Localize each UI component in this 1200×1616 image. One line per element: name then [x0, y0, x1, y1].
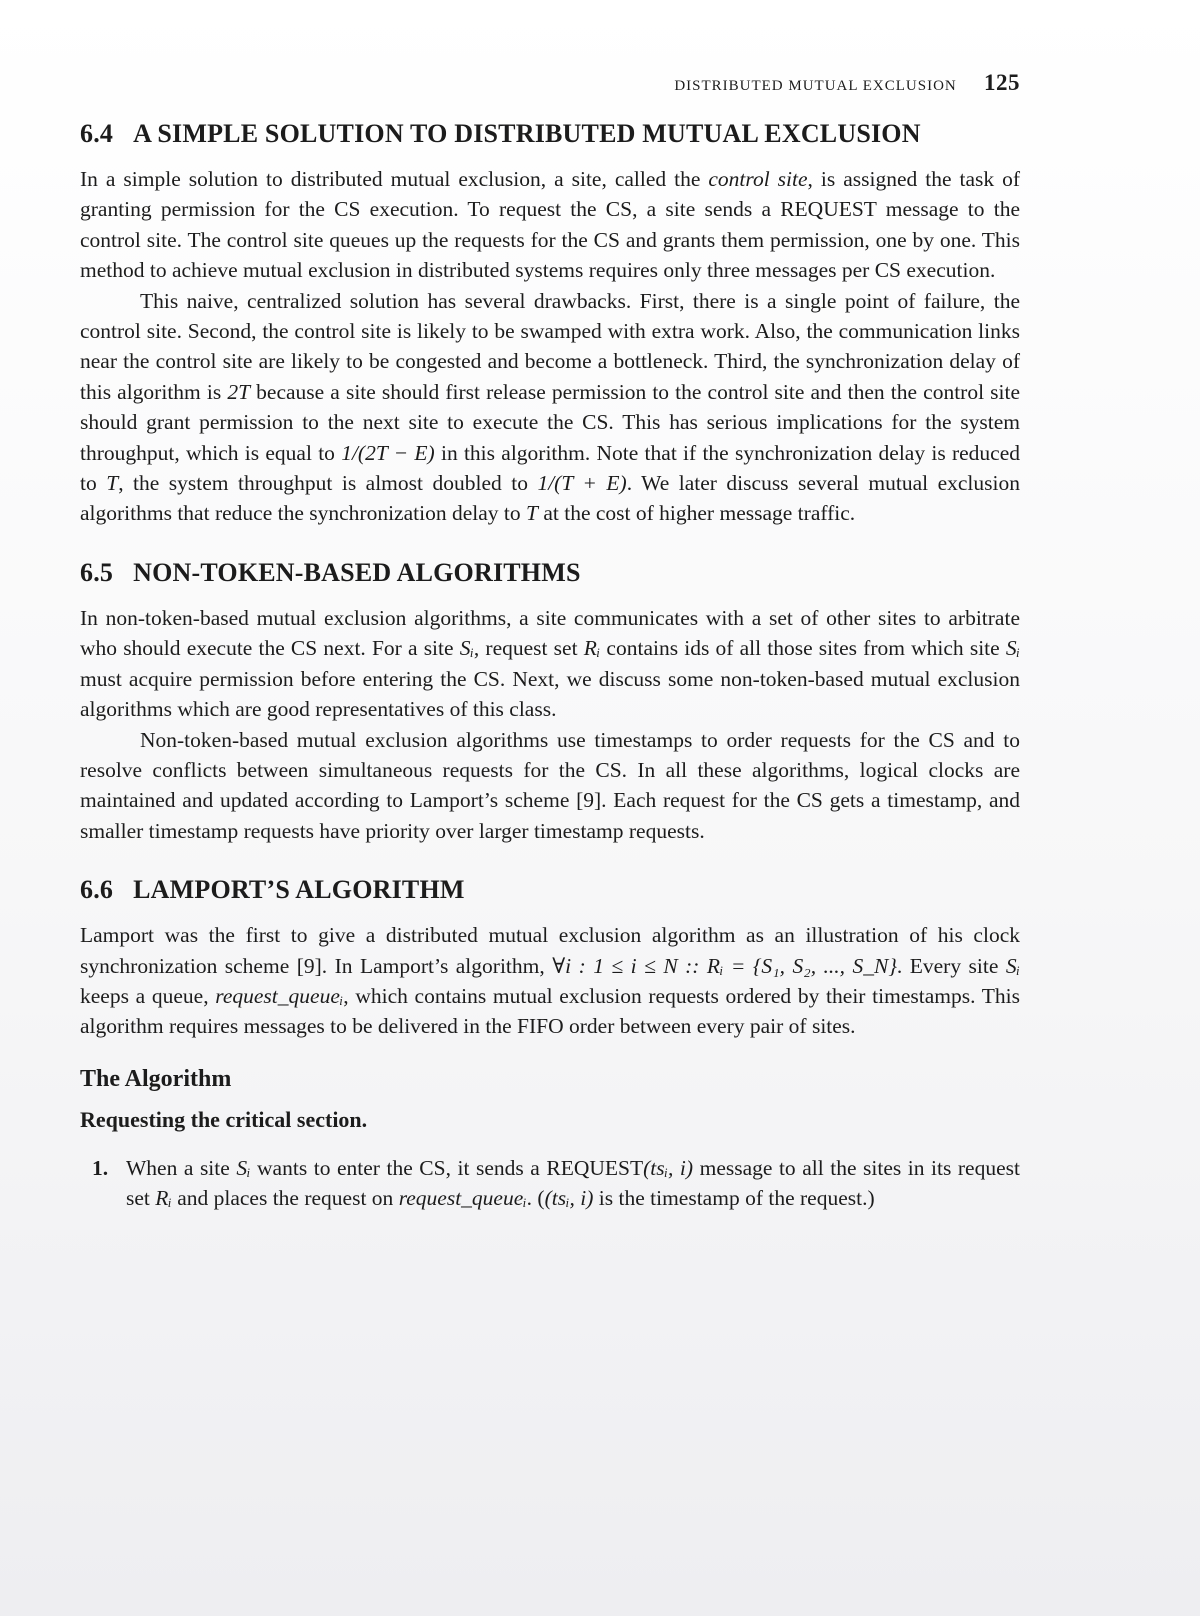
section-6-4-heading	[80, 118, 1020, 150]
section-number: 6.6	[80, 875, 114, 905]
running-header	[674, 70, 1020, 96]
algorithm-heading: The Algorithm	[80, 1065, 232, 1092]
page-body	[80, 118, 1020, 1214]
paragraph: Lamport was the first to give a distributed mutual exclusion algorithm as an illustration of his clock synchronization scheme [9]. In Lamport’s algorithm, ∀i : 1 ≤ i ≤ N :: Rᵢ = {S₁, S₂, ..., S_N}. Every site Sᵢ keeps a queue, request_queueᵢ, which contains mutual exclusion requests ordered by their timestamps. This algorithm requires messages to be delivered in the FIFO order between every pair of sites.	[80, 923, 1020, 1039]
running-title: DISTRIBUTED MUTUAL EXCLUSION	[674, 78, 957, 94]
section-number: 6.5	[80, 557, 114, 587]
paragraph: In non-token-based mutual exclusion algorithms, a site communicates with a set of other sites to arbitrate who should execute the CS next. For a site Sᵢ, request set Rᵢ contains ids of all those sites from which site Sᵢ must acquire permission before entering the CS. Next, we discuss some non-token-based mutual exclusion algorithms which are good representatives of this class.	[80, 605, 1021, 722]
step-number: 1.	[92, 1155, 109, 1180]
step-text: When a site Sᵢ wants to enter the CS, it sends a REQUEST(tsᵢ, i) message to all the sites in its request set Rᵢ and places the request on request_queueᵢ. ((tsᵢ, i) is the timestamp of the request.)	[126, 1155, 1020, 1211]
list-item	[80, 1153, 1020, 1214]
paragraph: Non-token-based mutual exclusion algorithms use timestamps to order requests for the CS and to resolve conflicts between simultaneous requests for the CS. In all these algorithms, logical clocks are maintained and updated according to Lamport’s scheme [9]. Each request for the CS gets a timestamp, and smaller timestamp requests have priority over larger timestamp requests.	[80, 727, 1020, 843]
section-title: A SIMPLE SOLUTION TO DISTRIBUTED MUTUAL EXCLUSION	[133, 119, 921, 148]
paragraph: In a simple solution to distributed mutual exclusion, a site, called the control site, is assigned the task of granting permission for the CS execution. To request the CS, a site sends a REQUEST message to the control site. The control site queues up the requests for the CS and grants them permission, one by one. This method to achieve mutual exclusion in distributed systems requires only three messages per CS execution.	[80, 167, 1020, 283]
section-number: 6.4	[80, 119, 114, 148]
page-number: 125	[984, 70, 1020, 95]
paragraph: This naive, centralized solution has several drawbacks. First, there is a single point of failure, the control site. Second, the control site is likely to be swamped with extra work. Also, the communication links near the control site are likely to be congested and become a bottleneck. Third, the synchronization delay of this algorithm is 2T because a site should first release permission to the control site and then the control site should grant permission to the next site to execute the CS. This has serious implications for the system throughput, which is equal to 1/(2T − E) in this algorithm. Note that if the synchronization delay is reduced to T, the system throughput is almost doubled to 1/(T + E). We later discuss several mutual exclusion algorithms that reduce the synchronization delay to T at the cost of higher message traffic.	[80, 288, 1021, 526]
section-6-6-heading	[80, 874, 1020, 906]
algorithm-steps	[80, 1153, 1020, 1214]
algorithm-subheading: Requesting the critical section.	[80, 1106, 368, 1132]
section-6-5-heading	[80, 557, 1020, 589]
section-title: NON-TOKEN-BASED ALGORITHMS	[133, 557, 581, 587]
section-title: LAMPORT’S ALGORITHM	[133, 875, 465, 905]
